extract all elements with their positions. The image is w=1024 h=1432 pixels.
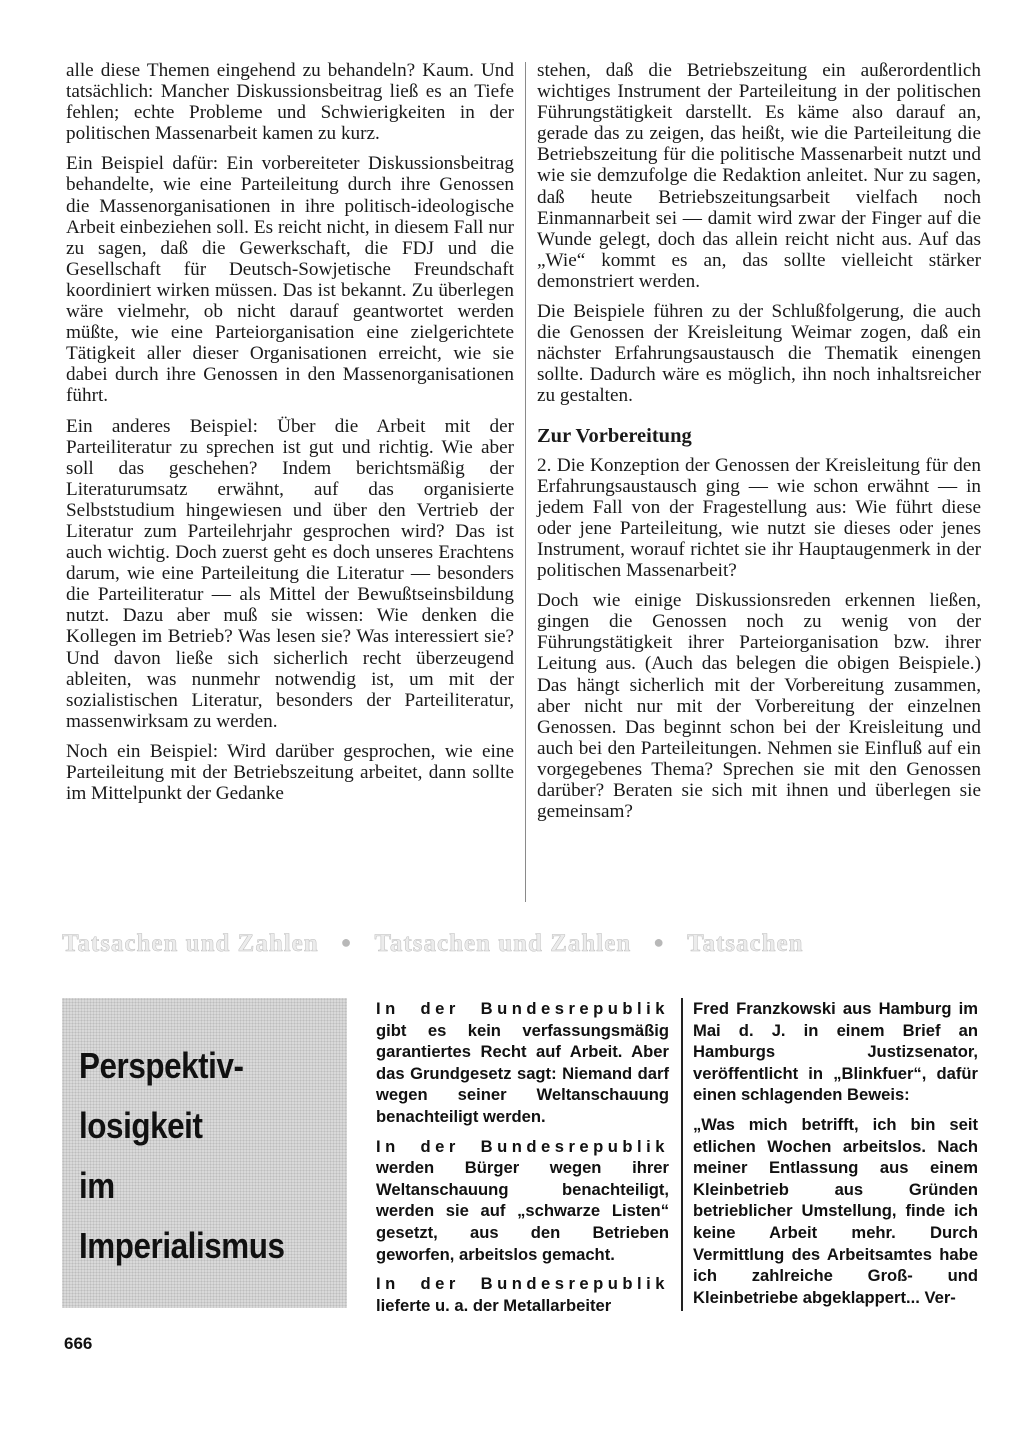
banner-text: Tatsachen und Zahlen <box>62 930 319 957</box>
section-banner <box>62 930 982 970</box>
feature-title-box <box>62 998 347 1308</box>
title-line: Imperialismus <box>79 1225 285 1266</box>
paragraph: 2. Die Konzeption der Genossen der Kreisleitung für den Erfahrungsaustausch ging — wie schon erwähnt — in jedem Fall von der Fragestellung aus: Wie führt diese oder jene Parteileitung, wie nutzt sie dieses oder jenes Instrument, worauf richtet sie ihr Hauptaugenmerk in der politischen Massenarbeit? <box>537 454 981 582</box>
section-heading: Zur Vorbereitung <box>537 424 692 447</box>
left-column <box>66 60 514 813</box>
paragraph: Ein anderes Beispiel: Über die Arbeit mit der Parteiliteratur zu sprechen ist gut und richtig. Wie aber soll das geschehen? Indem berichtsmäßig der Literaturumsatz erwähnt, auf das organisierte Selbststudium hingewiesen und über den Vertrieb der Literatur zum Parteilehrjahr gesprochen wird? Das ist auch wichtig. Doch zuerst geht es doch unseres Erachtens darum, wie eine Parteileitung die Literatur — besonders die Parteiliteratur — als Mittel der Bewußtseinsbildung nutzt. Dazu aber muß sie wissen: Wie denken die Kollegen im Betrieb? Was lesen sie? Was interessiert sie? Und davon ließe sich sicherlich recht überzeugend ableiten, was nunmehr notwendig ist, um mit der sozialistischen Literatur, besonders der Parteiliteratur, massenwirksam zu werden. <box>66 415 514 732</box>
paragraph: Die Beispiele führen zu der Schlußfolgerung, die auch die Genossen der Kreisleitung Weimar zogen, daß ein nächster Erfahrungsaustausch die Thematik einengen sollte. Dadurch wäre es möglich, ihn noch inhaltsreicher zu gestalten. <box>537 301 981 407</box>
feature-paragraph <box>376 1136 669 1266</box>
column-divider <box>681 998 683 1311</box>
banner-text: Tatsachen <box>687 930 804 957</box>
bullet-icon: ● <box>340 932 353 952</box>
paragraph: alle diese Themen eingehend zu behandeln? Kaum. Und tatsächlich: Mancher Diskussionsbeitrag ließ es an Tiefe fehlen; echte Probleme und Schwierigkeiten in der politischen Massenarbeit kamen zu kurz. <box>66 60 514 145</box>
feature-paragraph <box>376 998 669 1128</box>
paragraph-text: gibt es kein verfassungsmäßig garantiertes Recht auf Arbeit. Aber das Grundgesetz sagt: Niemand darf wegen seiner Weltanschauung benachteiligt werden. <box>376 1020 669 1126</box>
paragraph: Noch ein Beispiel: Wird darüber gesprochen, wie eine Parteileitung mit der Betriebszeitung arbeitet, dann sollte im Mittelpunkt der Gedanke <box>66 740 514 805</box>
feature-paragraph: Fred Franzkowski aus Hamburg im Mai d. J. in einem Brief an Hamburgs Justizsenator, veröffentlicht in „Blinkfuer“, dafür einen schlagenden Beweis: <box>693 999 978 1105</box>
feature-column-2 <box>693 998 978 1316</box>
paragraph-text: werden Bürger wegen ihrer Weltanschauung benachteiligt, werden sie auf „schwarze Listen“ gesetzt, aus den Betrieben geworfen, arbeitslos gemacht. <box>376 1158 669 1264</box>
title-line: Perspektiv- <box>79 1045 244 1086</box>
paragraph-lead: In der Bundesrepublik <box>376 1274 669 1294</box>
paragraph: stehen, daß die Betriebszeitung ein außerordentlich wichtiges Instrument der Parteileitung in der politischen Führungstätigkeit darstellt. Es käme also darauf an, gerade das zu zeigen, das heißt, wie die Parteileitung die Betriebszeitung für die politische Massenarbeit nutzt und wie sie demzufolge die Redaktion anleitet. Nur zu sagen, daß heute Betriebszeitungsarbeit vielfach noch Einmannarbeit sei — damit wird zwar der Finger auf die Wunde gelegt, doch das allein reicht nicht aus. Auf das „Wie“ kommt es an, das sollte vielleicht stärker demonstriert werden. <box>537 60 981 292</box>
column-divider <box>525 62 526 902</box>
feature-column-1 <box>376 998 669 1324</box>
feature-paragraph: „Was mich betrifft, ich bin seit etlichen Wochen arbeitslos. Nach meiner Entlassung aus einem Kleinbetrieb aus Gründen betrieblicher Umstellung, finde ich keine Arbeit mehr. Durch Vermittlung des Arbeitsamtes habe ich zahlreiche Groß- und Kleinbetriebe abgeklappert... Ver- <box>693 1114 978 1307</box>
paragraph-text: lieferte u. a. der Metallarbeiter <box>376 1295 612 1315</box>
banner-text: Tatsachen und Zahlen <box>374 930 632 957</box>
title-line: im <box>79 1165 115 1206</box>
paragraph-lead: In der Bundesrepublik <box>376 999 669 1018</box>
feature-title <box>79 1036 311 1276</box>
bullet-icon: ● <box>653 932 666 952</box>
feature-paragraph <box>376 1273 669 1316</box>
paragraph: Ein Beispiel dafür: Ein vorbereiteter Diskussionsbeitrag behandelte, wie eine Parteileitung durch ihre Genossen die Massenorganisationen in ihre politisch-ideologische Arbeit einbeziehen soll. Es reicht nicht, in diesem Fall nur zu sagen, daß die Gewerkschaft, die FDJ und die Gesellschaft für Deutsch-Sowjetische Freundschaft koordiniert wirken müssen. Das ist bekannt. Zu überlegen wäre vielmehr, ob nicht darauf geantwortet werden müßte, wie eine Parteiorganisation eine zielgerichtete Tätigkeit aller dieser Organisationen erreicht, wie sie dabei durch ihre Genossen in den Massenorganisationen führt. <box>66 153 514 407</box>
paragraph: Doch wie einige Diskussionsreden erkennen ließen, gingen die Genossen noch zu wenig von der Führungstätigkeit ihrer Parteiorganisation bzw. ihrer Leitung aus. (Auch das belegen die obigen Beispiele.) Das hängt sicherlich mit der Vorbereitung zusammen, aber nicht nur mit der Vorbereitung der einzelnen Genossen. Das beginnt schon bei der Kreisleitung und auch bei den Parteileitungen. Nehmen sie Einfluß auf ein vorgegebenes Thema? Sprechen sie mit den Genossen darüber? Beraten sie sich mit ihnen und überlegen sie gemeinsam? <box>537 590 981 823</box>
right-column <box>537 60 981 831</box>
title-line: losigkeit <box>79 1105 203 1146</box>
page-number: 666 <box>64 1334 93 1353</box>
paragraph-lead: In der Bundesrepublik <box>376 1136 669 1156</box>
